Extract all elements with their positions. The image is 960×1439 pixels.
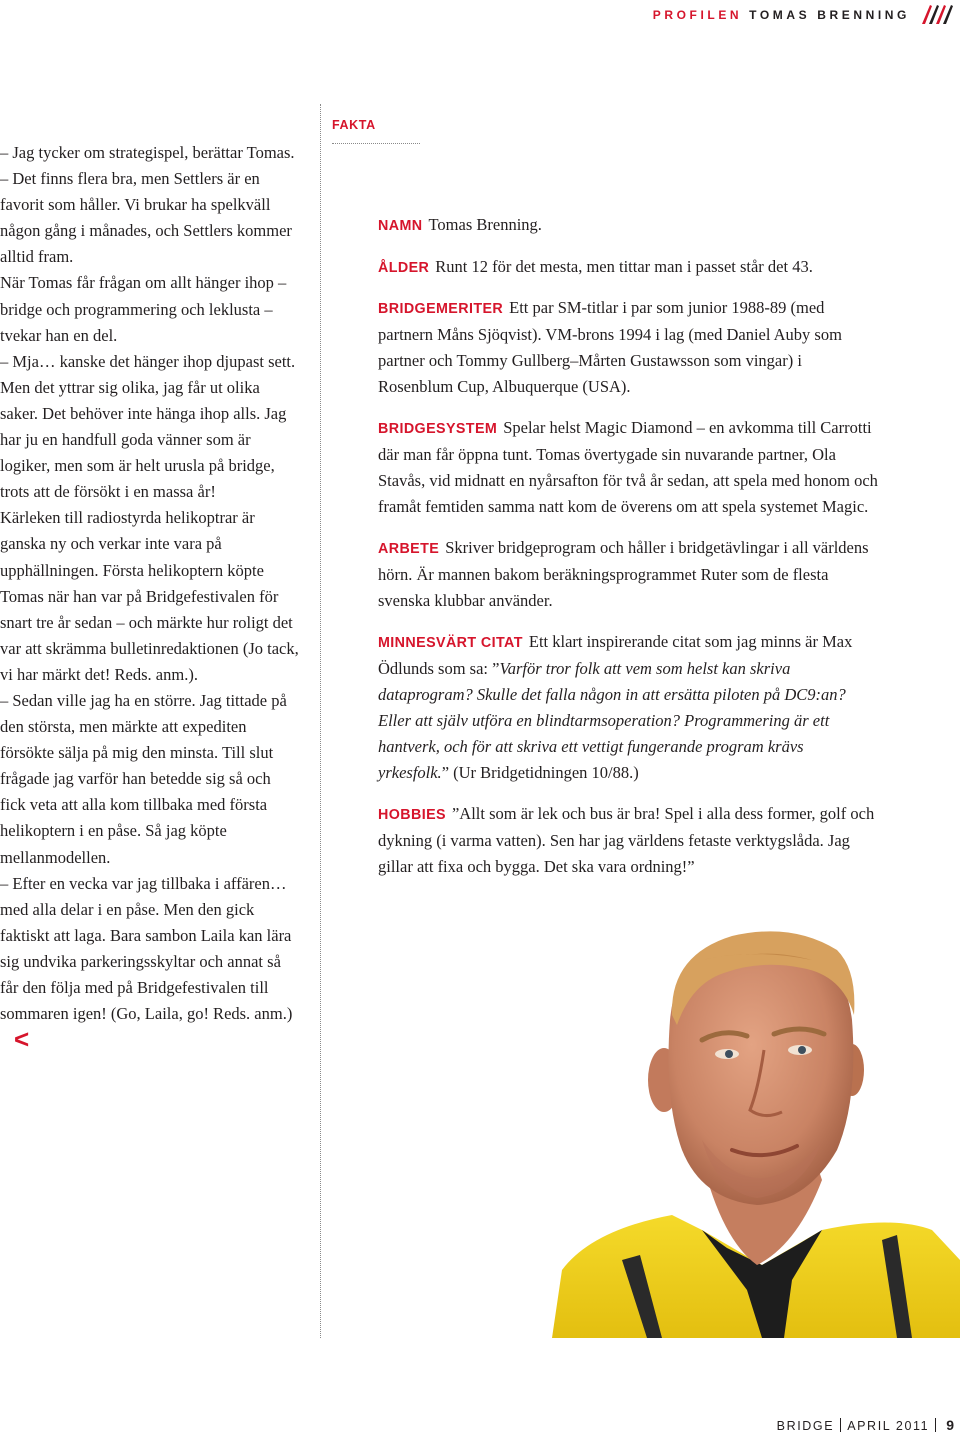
fakta-label: ÅLDER — [378, 259, 430, 276]
fakta-entry-arbete — [378, 535, 878, 614]
article-paragraph: – Mja… kanske det hänger ihop djupast sett. Men det yttrar sig olika, jag får ut olika saker. Det behöver inte hänga ihop alls. Jag har ju en handfull goda vänner som är logiker, men som är helt urusla på bridge, trots att de försökt i en massa år! — [0, 351, 296, 502]
fakta-rule — [332, 143, 420, 144]
header-name: TOMAS BRENNING — [749, 8, 910, 22]
article-paragraph: – Jag tycker om strategispel, berättar Tomas. — [0, 143, 295, 162]
fakta-text: Runt 12 för det mesta, men tittar man i passet står det 43. — [435, 256, 813, 276]
running-header — [653, 8, 910, 22]
fakta-entry-bridgesystem — [378, 415, 878, 520]
article-body — [0, 140, 300, 1053]
fakta-label: NAMN — [378, 218, 423, 234]
fakta-entry-alder — [378, 254, 878, 281]
fakta-entry-bridgemeriter — [378, 295, 878, 400]
article-paragraph: Kärleken till radiostyrda helikoptrar är ganska ny och verkar inte vara på upphällningen. Första helikoptern köpte Tomas när han var på Bridgefestivalen för snart tre år sedan – och märkte hur roligt det var att skrämma bulletinredaktionen (Jo tack, vi har märkt det! Reds. anm.). — [0, 508, 299, 684]
footer-separator — [840, 1418, 841, 1432]
fakta-title: FAKTA — [332, 118, 376, 132]
fakta-text: Tomas Brenning. — [428, 215, 542, 234]
fakta-label: MINNESVÄRT CITAT — [378, 634, 523, 651]
article-paragraph: – Sedan ville jag ha en större. Jag tittade på den största, men märkte att expediten försökte sälja på mig den minsta. Till slut frågade jag varför han betedde sig så och fick veta att alla kom tillbaka med första helikoptern i en påse. Så jag köpte mellanmodellen. — [0, 690, 287, 867]
fakta-entry-namn — [378, 212, 878, 239]
article-paragraph: – Det finns flera bra, men Settlers är en favorit som håller. Vi brukar ha spelkväll någon gång i månades, och Settlers kommer alltid fram. — [0, 169, 292, 267]
fakta-label: ARBETE — [378, 540, 440, 557]
column-divider — [320, 104, 321, 1338]
end-mark: < — [14, 1024, 30, 1055]
fakta-quote: Varför tror folk att vem som helst kan skriva dataprogram? Skulle det falla någon in att ersätta piloten på DC9:an? Eller att själv utföra en blindtarmsoperation? Programmering är ett hantverk, och för att skriva ett vettigt fungerande program krävs yrkesfolk. — [378, 658, 846, 783]
fakta-text: Ett par SM-titlar i par som junior 1988-89 (med partnern Måns Sjöqvist). VM-brons 1994 i lag (med Daniel Auby som partner och Tommy Gullberg–Mårten Gustawsson som vingar) i Rosenblum Cup, Albuquerque (USA). — [378, 298, 842, 397]
fakta-text: Ett klart inspirerande citat som jag minns är Max Ödlunds som sa: ” — [378, 631, 853, 678]
fakta-label: HOBBIES — [378, 806, 446, 823]
article-paragraph: – Efter en vecka var jag tillbaka i affären… med alla delar i en påse. Men den gick faktiskt att laga. Bara sambon Laila kan lära sig undvika parkeringsskyltar och annat så får den följa med på Bridgefestivalen till sommaren igen! (Go, Laila, go! Reds. anm.) — [0, 873, 293, 1024]
fakta-entry-hobbies — [378, 801, 878, 880]
bridge-logo-icon — [918, 2, 954, 26]
footer-separator — [935, 1418, 936, 1432]
footer-magazine: BRIDGE — [776, 1419, 835, 1433]
article-paragraph: När Tomas får frågan om allt hänger ihop – bridge och programmering och leklusta – tvekar han en del. — [0, 273, 287, 345]
fakta-text: Skriver bridgeprogram och håller i bridgetävlingar i all världens hörn. Är mannen bakom beräkningsprogrammet Ruter som de flesta svenska klubbar använder. — [378, 537, 869, 611]
header-section: PROFILEN — [652, 8, 743, 22]
fakta-text: ”Allt som är lek och bus är bra! Spel i alla dess former, golf och dykning (i varma vatten). Sen har jag världens fetaste verktygslåda. Jag gillar att fixa och bygga. Det ska vara ordning!” — [378, 803, 875, 876]
fakta-box — [378, 212, 878, 895]
page-number: 9 — [946, 1417, 954, 1433]
portrait-photo — [552, 930, 960, 1338]
fakta-label: BRIDGEMERITER — [378, 301, 504, 318]
fakta-label: BRIDGESYSTEM — [378, 421, 498, 438]
fakta-text-after: ” (Ur Bridgetidningen 10/88.) — [441, 763, 639, 783]
page-footer — [777, 1417, 954, 1433]
article-paragraph-last — [0, 871, 300, 1054]
footer-issue: APRIL 2011 — [847, 1419, 930, 1433]
fakta-entry-citat — [378, 629, 878, 787]
fakta-text: Spelar helst Magic Diamond – en avkomma till Carrotti där man får öppna tunt. Tomas övertygade sin nuvarande partner, Ola Stavås, vid midnatt en nyårsafton för två år sedan, att spela med honom och framåt femtiden samma natt kom de överens om att spela systemet Magic. — [378, 418, 878, 517]
